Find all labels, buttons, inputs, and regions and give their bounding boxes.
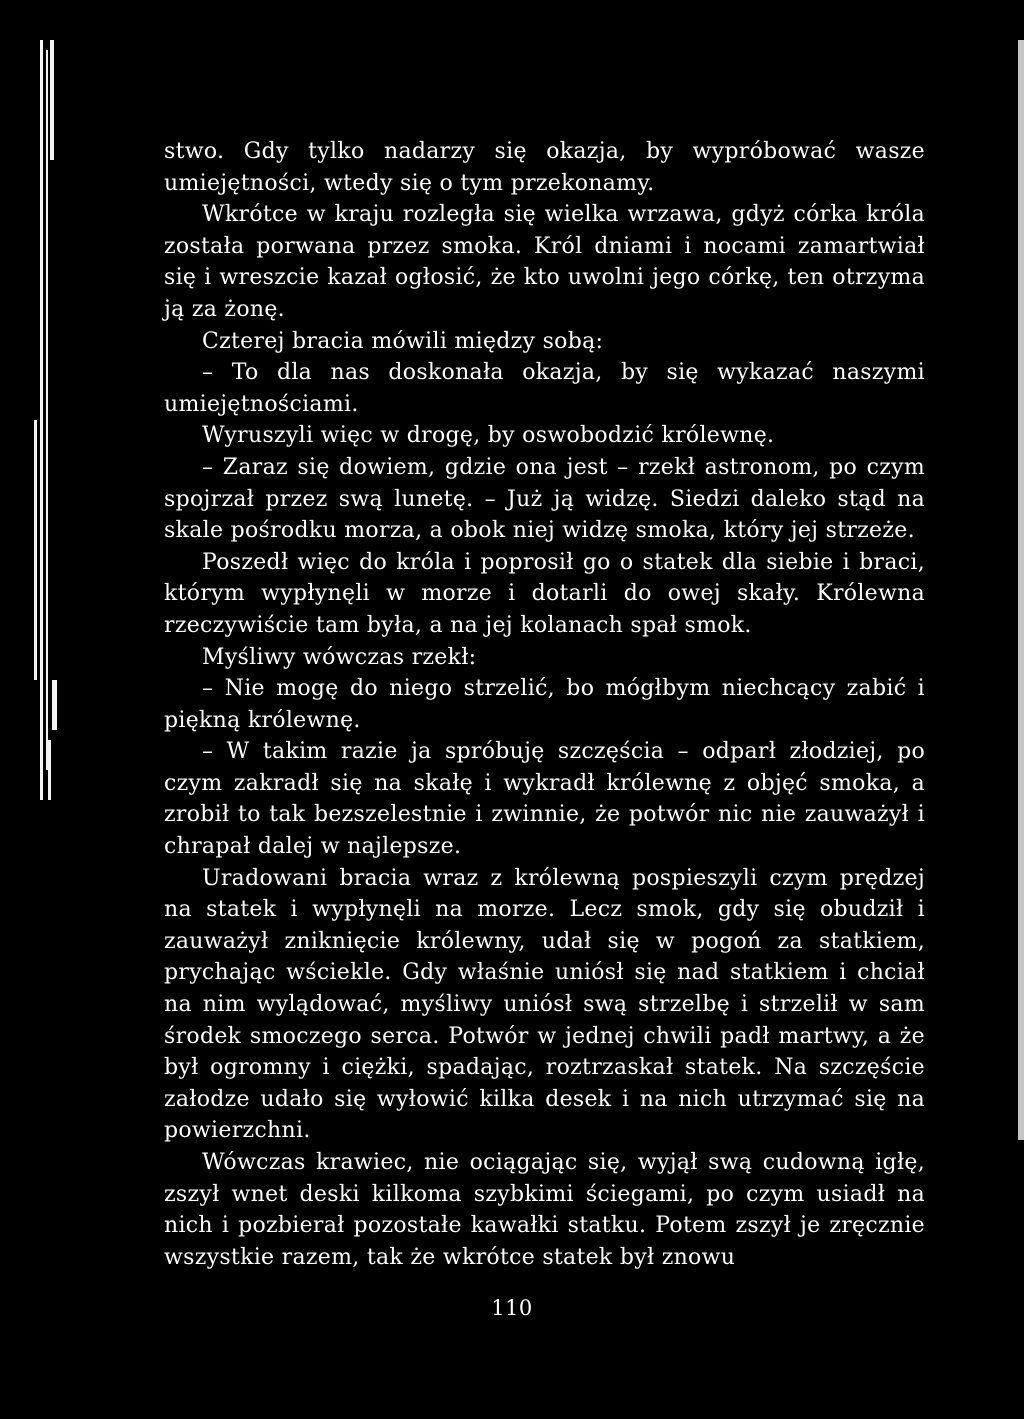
paragraph-6: – Zaraz się dowiem, gdzie ona jest – rzekł astronom, po czym spojrzał przez swą lunetę. – Już ją widzę. Siedzi daleko stąd na skale pośrodku morza, a obok niej widzę smoka, który jej strzeże. bbox=[164, 454, 925, 544]
paragraph-8: Myśliwy wówczas rzekł: bbox=[202, 644, 477, 670]
right-edge-artifact bbox=[1018, 40, 1024, 1140]
paragraph-9: – Nie mogę do niego strzelić, bo mógłbym niechcący zabić i piękną królewnę. bbox=[164, 676, 925, 733]
paragraph-2: Wkrótce w kraju rozległa się wielka wrzawa, gdyż córka króla została porwana przez smoka. Król dniami i nocami zamartwiał się i wreszcie kazał ogłosić, że kto uwolni jego córkę, ten otrzyma ją za żonę. bbox=[164, 202, 925, 322]
paragraph-7: Poszedł więc do króla i poprosił go o statek dla siebie i braci, którym wypłynęli w morze i dotarli do owej skały. Królewna rzeczywiście tam była, a na jej kolanach spał smok. bbox=[164, 549, 925, 638]
paragraph-1: stwo. Gdy tylko nadarzy się okazja, by wypróbować wasze umiejętności, wtedy się o tym przekonamy. bbox=[164, 139, 925, 196]
paragraph-10: – W takim razie ja spróbuję szczęścia – odparł złodziej, po czym zakradł się na skałę i wykradł królewnę z objęć smoka, a zrobił to tak bezszelestnie i zwinnie, że potwór nic nie zauważył i chrapał dalej w najlepsze. bbox=[164, 739, 925, 860]
scan-edge-artifact bbox=[28, 40, 64, 800]
page-text bbox=[164, 136, 925, 1273]
paragraph-12: Wówczas krawiec, nie ociągając się, wyjął swą cudowną igłę, zszył wnet deski kilkoma szybkimi ściegami, po czym usiadł na nich i pozbierał pozostałe kawałki statku. Potem zszył je zręcznie wszystkie razem, tak że wkrótce statek był znowu bbox=[164, 1150, 925, 1270]
paragraph-11: Uradowani bracia wraz z królewną pospieszyli czym prędzej na statek i wypłynęli na morze. Lecz smok, gdy się obudził i zauważył zniknięcie królewny, udał się w pogoń za statkiem, prychając wściekle. Gdy właśnie uniósł się nad statkiem i chciał na nim wylądować, myśliwy uniósł swą strzelbę i strzelił w sam środek smoczego serca. Potwór w jednej chwili padł martwy, a że był ogromny i ciężki, spadając, roztrzaskał statek. Na szczęście załodze udało się wyłowić kilka desek i na nich utrzymać się na powierzchni. bbox=[164, 865, 925, 1144]
paragraph-3: Czterej bracia mówili między sobą: bbox=[202, 328, 604, 354]
paragraph-5: Wyruszyli więc w drogę, by oswobodzić królewnę. bbox=[202, 423, 775, 449]
paragraph-4: – To dla nas doskonała okazja, by się wykazać naszymi umiejętnościami. bbox=[164, 360, 925, 417]
page-number: 110 bbox=[491, 1296, 533, 1320]
